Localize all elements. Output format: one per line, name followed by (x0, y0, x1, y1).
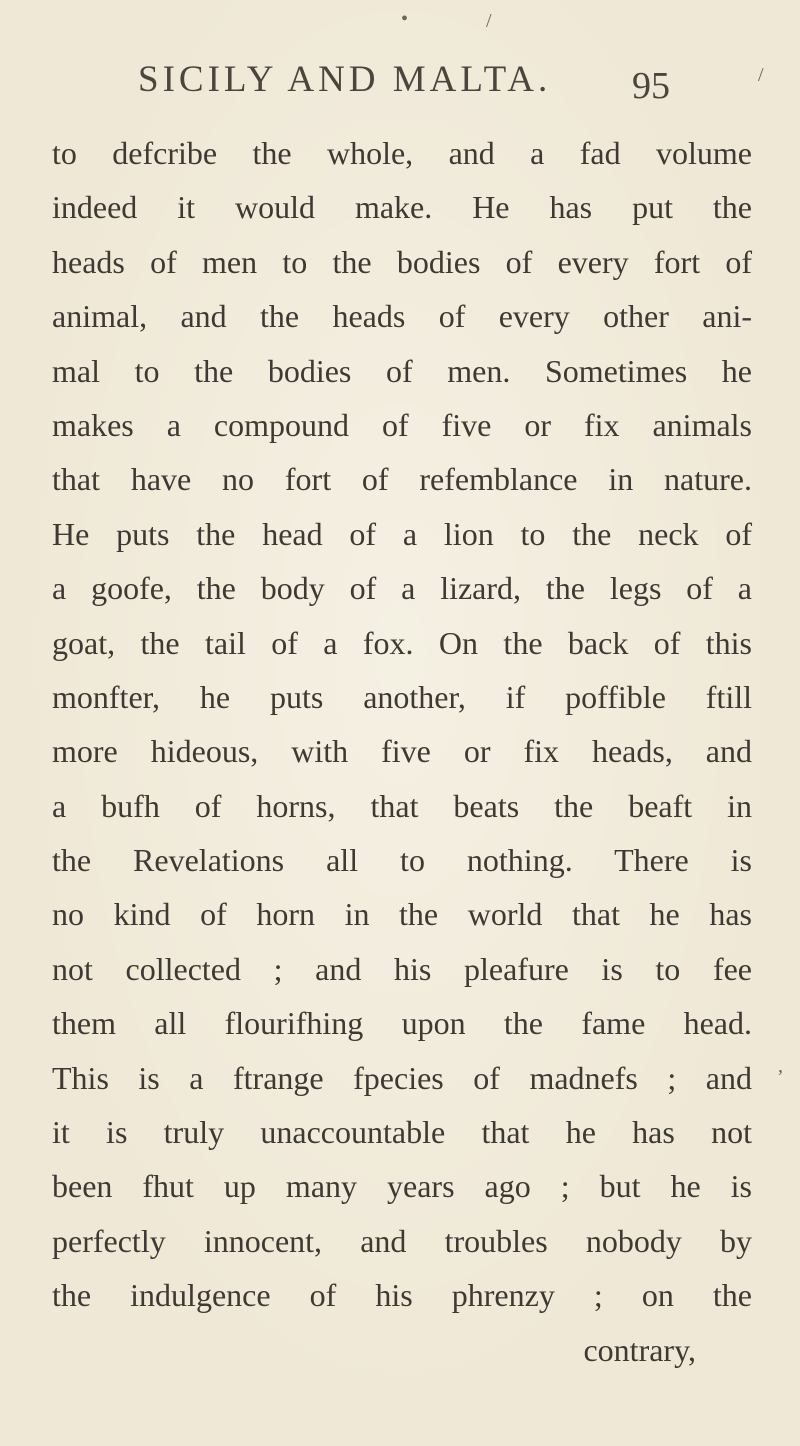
text-line: This is a ftrange fpecies of madnefs ; and (52, 1059, 752, 1096)
text-line: monfter, he puts another, if poffible ftill (52, 678, 752, 715)
text-line: them all flourifhing upon the fame head. (52, 1005, 752, 1042)
body-text (52, 126, 752, 1377)
text-line: been fhut up many years ago ; but he is (52, 1168, 752, 1205)
text-line: heads of men to the bodies of every fort of (52, 243, 752, 280)
text-line: no kind of horn in the world that he has (52, 896, 752, 933)
text-line: perfectly innocent, and troubles nobody by (52, 1222, 752, 1259)
pen-stroke-icon: / (758, 64, 764, 86)
catchword: contrary, (583, 1331, 696, 1368)
text-line: a goofe, the body of a lizard, the legs of a (52, 570, 752, 607)
text-line: animal, and the heads of every other ani- (52, 298, 752, 335)
text-line: it is truly unaccountable that he has not (52, 1114, 752, 1151)
text-line: not collected ; and his pleafure is to fee (52, 950, 752, 987)
text-line: goat, the tail of a fox. On the back of this (52, 624, 752, 661)
running-title: SICILY AND MALTA. (138, 59, 552, 100)
pen-stroke-icon: / (486, 10, 492, 32)
text-line: indeed it would make. He has put the (52, 189, 752, 226)
page-number: 95 (632, 65, 670, 107)
ink-speck-icon: ’ (777, 1066, 784, 1088)
text-line: more hideous, with five or fix heads, and (52, 733, 752, 770)
text-line: a bufh of horns, that beats the beaft in (52, 787, 752, 824)
ink-speck-icon: • (401, 8, 409, 30)
text-line: to defcribe the whole, and a fad volume (52, 135, 752, 171)
text-line: that have no fort of refemblance in nature. (52, 461, 752, 498)
text-line: He puts the head of a lion to the neck of (52, 515, 752, 552)
text-line: the Revelations all to nothing. There is (52, 842, 752, 879)
text-line: the indulgence of his phrenzy ; on the (52, 1277, 752, 1314)
text-line: makes a compound of five or fix animals (52, 406, 752, 443)
text-line: mal to the bodies of men. Sometimes he (52, 352, 752, 389)
